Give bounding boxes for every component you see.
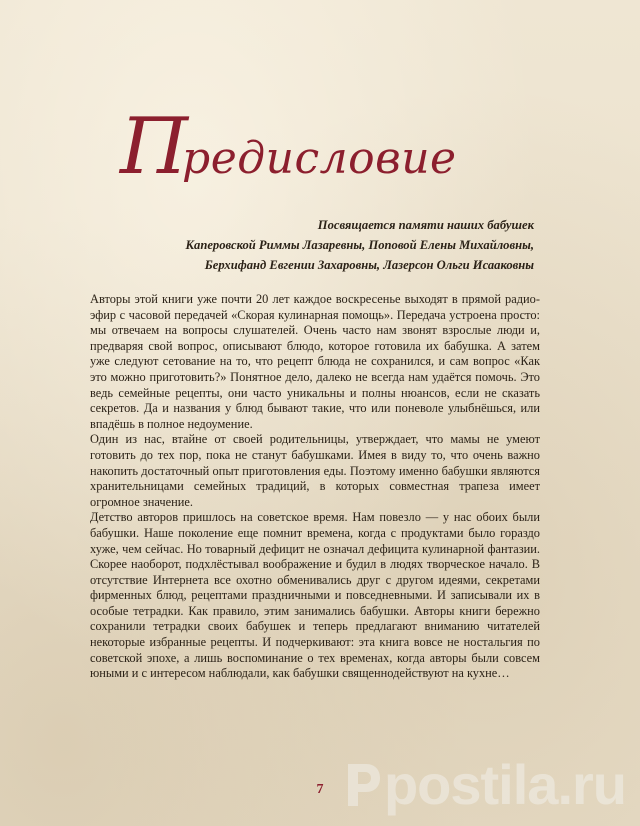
- page-number: 7: [316, 782, 324, 797]
- paragraph: Авторы этой книги уже почти 20 лет каждое воскресенье выходят в прямой радио-эфир с часовой передачей «Скорая кулинарная помощь». Передача устроена просто: мы отвечаем на вопросы слушателей. Очень часто нам звонят взрослые люди и, предваряя свой вопрос, описывают блюдо, которое готовила их бабушка. А затем уже следуют сетование на то, что рецепт блюда не сохранился, и сам вопрос «Как это можно приготовить?» Понятное дело, далеко не всегда нам удаётся помочь. Это ведь семейные рецепты, они часто уникальны и полны нюансов, если не сказать секретов. Да и названия у блюд бывают такие, что или поневоле улыбнёшься, или впадёшь в полное недоумение.: [90, 292, 540, 431]
- body-text: [90, 292, 540, 682]
- postila-logo-icon: [344, 760, 382, 810]
- paragraph: Детство авторов пришлось на советское время. Нам повезло — у нас обоих были бабушки. Наше поколение еще помнит времена, когда с продуктами было гораздо хуже, чем сейчас. Но товарный дефицит не означал дефицита кулинарной фантазии. Скорее наоборот, подхлёстывал воображение и будил в людях творческое начало. В отсутствие Интернета все охотно обменивались друг с другом идеями, секретами фирменных блюд, рецептами праздничными и повседневными. И записывали их в особые тетрадки. Как правило, этим занимались бабушки. Авторы книги бережно сохранили тетрадки своих бабушек и теперь предлагают вниманию читателей некоторые избранные рецепты. И подчеркивают: эта книга вовсе не ностальгия по советской эпохе, а лишь воспоминание о тех временах, когда авторы были совсем юными и с интересом наблюдали, как бабушки священнодействуют на кухне…: [90, 510, 540, 681]
- dedication-line: Берхифанд Евгении Захаровны, Лазерсон Ольги Исааковны: [204, 258, 534, 272]
- watermark: [344, 753, 626, 816]
- title-initial: П: [120, 102, 187, 192]
- watermark-text: postila.ru: [383, 753, 626, 816]
- paragraph: Один из нас, втайне от своей родительницы, утверждает, что мамы не умеют готовить до тех пор, пока не станут бабушками. Имея в виду то, что очень важно накопить достаточный опыт приготовления еды. Поэтому именно бабушки являются хранительницами семейных традиций, в которых совместная трапеза имеет огромное значение.: [90, 432, 540, 509]
- dedication-line: Каперовской Риммы Лазаревны, Поповой Елены Михайловны,: [185, 238, 534, 252]
- title-rest: редисловие: [182, 133, 457, 184]
- page-title: [120, 102, 540, 192]
- dedication: [94, 215, 534, 275]
- dedication-line: Посвящается памяти наших бабушек: [317, 218, 534, 232]
